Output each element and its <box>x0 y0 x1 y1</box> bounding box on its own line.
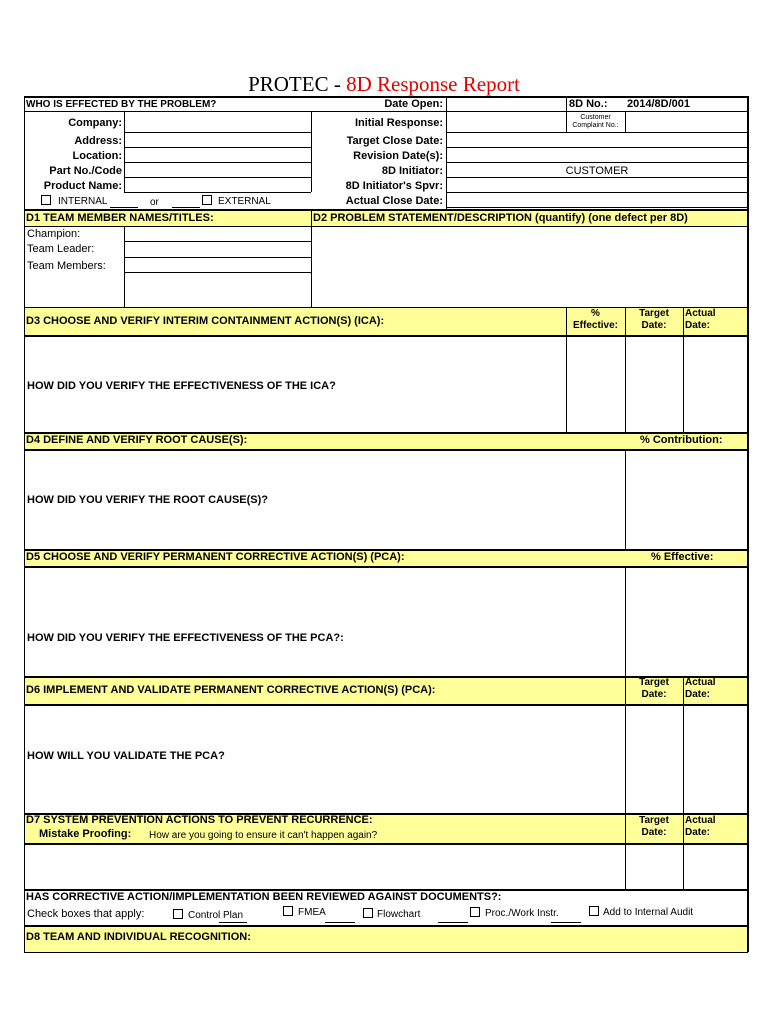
row-line <box>438 922 468 923</box>
check-prompt: Check boxes that apply: <box>27 908 145 920</box>
actual-close-label: Actual Close Date: <box>345 195 443 207</box>
col-line <box>683 676 684 813</box>
d3-target-date-label: Date: <box>641 320 667 331</box>
col-line <box>625 566 626 676</box>
d3-effective-label: Effective: <box>572 320 618 331</box>
initiator-value[interactable]: CUSTOMER <box>565 165 629 177</box>
d3-verify-question: HOW DID YOU VERIFY THE EFFECTIVENESS OF THE ICA? <box>27 380 336 392</box>
row-line <box>24 209 748 211</box>
revision-dates-field[interactable] <box>447 148 746 161</box>
d4-title: D4 DEFINE AND VERIFY ROOT CAUSE(S): <box>26 434 248 446</box>
customer-complaint-field[interactable] <box>626 112 746 131</box>
eight-d-no-value[interactable]: 2014/8D/001 <box>627 98 690 110</box>
internal-checkbox[interactable] <box>41 195 51 205</box>
company-field[interactable] <box>125 112 310 131</box>
mistake-proofing-label: Mistake Proofing: <box>39 828 132 840</box>
date-open-field[interactable] <box>447 97 565 110</box>
row-line <box>219 922 247 923</box>
d5-verify-question: HOW DID YOU VERIFY THE EFFECTIVENESS OF THE PCA?: <box>27 632 344 644</box>
external-label: EXTERNAL <box>218 196 271 207</box>
col-line <box>625 449 626 549</box>
col-line <box>683 307 684 432</box>
customer-complaint-label-2: Complaint No.: <box>572 122 619 129</box>
d7-target-label: Target <box>639 815 669 826</box>
initial-response-label: Initial Response: <box>354 117 443 129</box>
review-question: HAS CORRECTIVE ACTION/IMPLEMENTATION BEEN REVIEWED AGAINST DOCUMENTS?: <box>26 891 502 903</box>
team-leader-label: Team Leader: <box>27 243 95 255</box>
team-members-field[interactable] <box>125 258 310 306</box>
control-plan-label: Control Plan <box>188 910 244 921</box>
d7-actual-date-label: Date: <box>685 827 711 838</box>
target-close-field[interactable] <box>447 133 746 146</box>
d6-actual-label: Actual <box>685 677 716 688</box>
target-close-label: Target Close Date: <box>346 135 443 147</box>
flowchart-label: Flowchart <box>377 909 421 920</box>
d2-title: D2 PROBLEM STATEMENT/DESCRIPTION (quantify) (one defect per 8D) <box>313 212 688 224</box>
d4-verify-question: HOW DID YOU VERIFY THE ROOT CAUSE(S)? <box>27 494 268 506</box>
problem-statement-field[interactable] <box>312 227 746 306</box>
row-line <box>446 207 747 208</box>
d3-pct-label: % <box>591 308 600 319</box>
d7-actual-label: Actual <box>685 815 716 826</box>
company-label: Company: <box>68 117 122 129</box>
initiator-spvr-field[interactable] <box>447 178 746 191</box>
add-audit-label: Add to Internal Audit <box>603 907 694 918</box>
product-name-label: Product Name: <box>43 180 122 192</box>
row-line <box>172 207 200 208</box>
internal-label: INTERNAL <box>58 196 108 207</box>
d3-title: D3 CHOOSE AND VERIFY INTERIM CONTAINMENT ACTION(S) (ICA): <box>26 315 385 327</box>
d6-actual-date-label: Date: <box>685 689 711 700</box>
proc-work-checkbox[interactable] <box>470 907 480 917</box>
row-line <box>325 922 355 923</box>
location-label: Location: <box>72 150 122 162</box>
d3-target-label: Target <box>639 308 669 319</box>
pca-field[interactable] <box>25 568 624 675</box>
part-no-label: Part No./Code <box>49 165 122 177</box>
revision-dates-label: Revision Date(s): <box>353 150 443 162</box>
proc-work-label: Proc./Work Instr. <box>485 908 559 919</box>
col-line <box>683 813 684 889</box>
fmea-checkbox[interactable] <box>283 906 293 916</box>
control-plan-checkbox[interactable] <box>173 909 183 919</box>
location-field[interactable] <box>125 148 310 161</box>
initiator-label: 8D Initiator: <box>381 165 443 177</box>
actual-close-field[interactable] <box>447 193 746 206</box>
d7-title: D7 SYSTEM PREVENTION ACTIONS TO PREVENT RECURRENCE: <box>26 814 373 826</box>
product-name-field[interactable] <box>125 178 310 191</box>
row-line <box>24 925 748 927</box>
frame-bottom <box>24 952 748 953</box>
d7-target-date-label: Date: <box>641 827 667 838</box>
d3-actual-date-label: Date: <box>685 320 711 331</box>
date-open-label: Date Open: <box>384 98 443 110</box>
d1-title: D1 TEAM MEMBER NAMES/TITLES: <box>26 212 214 224</box>
title-separator: - <box>328 72 347 96</box>
address-field[interactable] <box>125 133 310 146</box>
prevention-actions-field[interactable] <box>25 845 624 888</box>
champion-label: Champion: <box>27 228 81 240</box>
row-line <box>446 162 747 163</box>
initiator-spvr-label: 8D Initiator's Spvr: <box>345 180 443 192</box>
external-checkbox[interactable] <box>202 195 212 205</box>
title-report-name: 8D Response Report <box>346 72 520 96</box>
d6-validate-question: HOW WILL YOU VALIDATE THE PCA? <box>27 750 225 762</box>
d6-target-date-label: Date: <box>641 689 667 700</box>
d3-actual-label: Actual <box>685 308 716 319</box>
row-line <box>551 922 581 923</box>
champion-field[interactable] <box>125 227 310 240</box>
team-members-label: Team Members: <box>27 260 106 272</box>
d5-effective-label: % Effective: <box>651 551 714 563</box>
d8-title: D8 TEAM AND INDIVIDUAL RECOGNITION: <box>26 931 251 943</box>
d5-title: D5 CHOOSE AND VERIFY PERMANENT CORRECTIVE ACTION(S) (PCA): <box>26 551 405 563</box>
mistake-proofing-text: How are you going to ensure it can't happen again? <box>149 830 378 841</box>
add-audit-checkbox[interactable] <box>589 906 599 916</box>
customer-complaint-label-1: Customer <box>580 114 611 121</box>
flowchart-checkbox[interactable] <box>363 908 373 918</box>
frame-right <box>747 96 749 952</box>
d6-target-label: Target <box>639 677 669 688</box>
part-no-field[interactable] <box>125 163 310 176</box>
or-label: or <box>150 197 159 208</box>
who-effected-label: WHO IS EFFECTED BY THE PROBLEM? <box>26 99 217 110</box>
initial-response-field[interactable] <box>447 112 565 131</box>
report-title <box>0 72 768 96</box>
eight-d-no-label: 8D No.: <box>569 98 608 110</box>
fmea-label: FMEA <box>298 907 326 918</box>
title-brand: PROTEC <box>248 72 329 96</box>
row-line <box>124 192 311 193</box>
team-leader-field[interactable] <box>125 242 310 256</box>
row-line <box>110 207 138 208</box>
address-label: Address: <box>74 135 122 147</box>
d4-contribution-label: % Contribution: <box>640 434 723 446</box>
d6-title: D6 IMPLEMENT AND VALIDATE PERMANENT CORRECTIVE ACTION(S) (PCA): <box>26 684 436 696</box>
